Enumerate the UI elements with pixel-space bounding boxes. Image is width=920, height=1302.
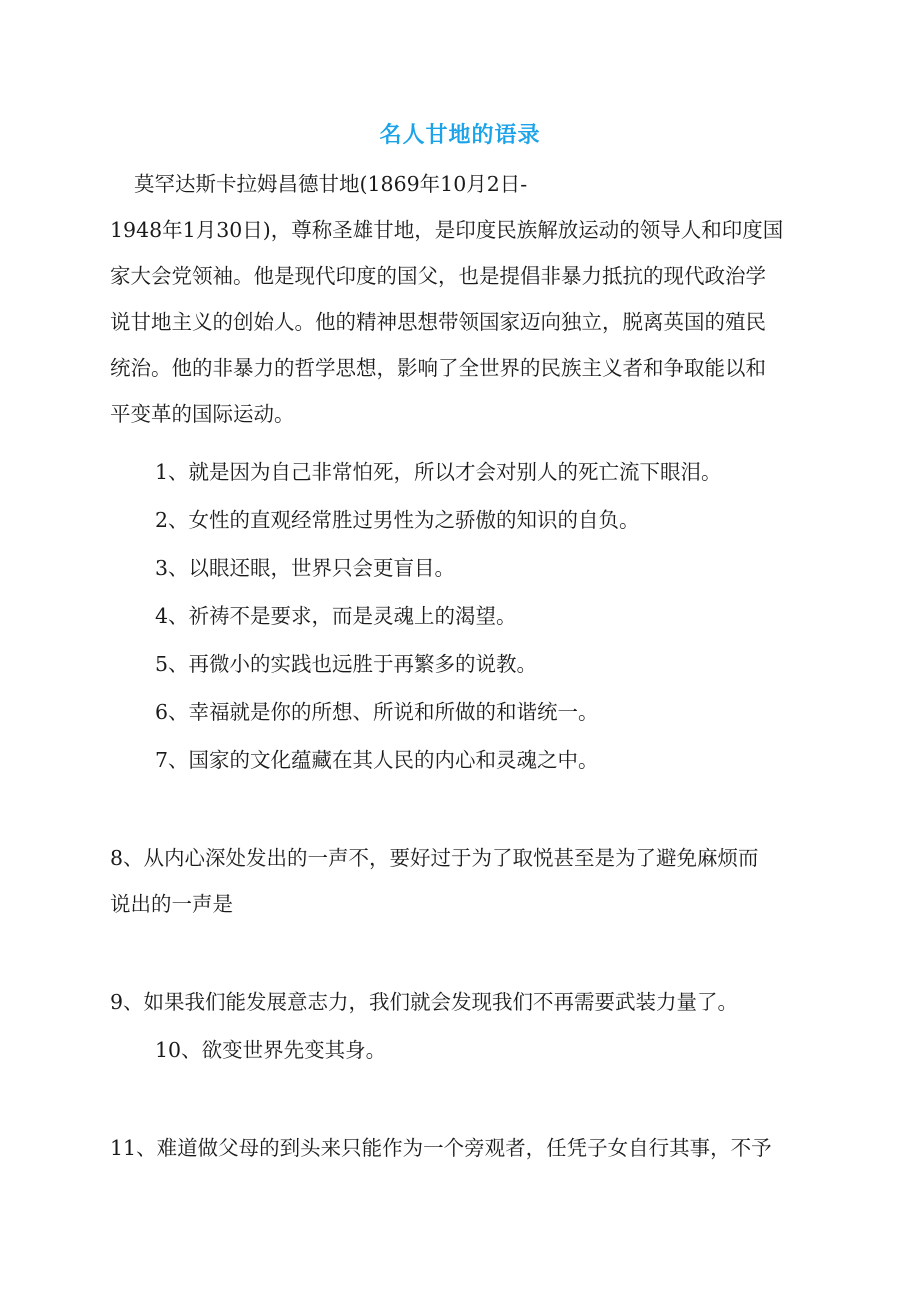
intro-line: 说甘地主义的创始人。他的精神思想带领国家迈向独立，脱离英国的殖民: [110, 310, 766, 334]
quote-item-9: 9、如果我们能发展意志力，我们就会发现我们不再需要武装力量了。: [110, 990, 739, 1014]
intro-line: 1948年1月30日)，尊称圣雄甘地，是印度民族解放运动的领导人和印度国: [110, 218, 784, 242]
quote-item: 1、就是因为自己非常怕死，所以才会对别人的死亡流下眼泪。: [155, 460, 722, 484]
quote-item-8-line: 8、从内心深处发出的一声不，要好过于为了取悦甚至是为了避免麻烦而: [110, 846, 759, 870]
document-title: 名人甘地的语录: [379, 123, 541, 148]
intro-line: 家大会党领袖。他是现代印度的国父，也是提倡非暴力抵抗的现代政治学: [110, 264, 766, 288]
quote-item-11: 11、难道做父母的到头来只能作为一个旁观者，任凭子女自行其事，不予: [110, 1136, 772, 1160]
quote-item: 5、再微小的实践也远胜于再繁多的说教。: [155, 652, 538, 676]
quote-item-10: 10、欲变世界先变其身。: [155, 1038, 387, 1062]
quote-item: 7、国家的文化蕴藏在其人民的内心和灵魂之中。: [155, 748, 599, 772]
quote-item: 6、幸福就是你的所想、所说和所做的和谐统一。: [155, 700, 599, 724]
quote-item: 2、女性的直观经常胜过男性为之骄傲的知识的自负。: [155, 508, 640, 532]
intro-line: 统治。他的非暴力的哲学思想，影响了全世界的民族主义者和争取能以和: [110, 356, 766, 380]
quote-item: 3、以眼还眼，世界只会更盲目。: [155, 556, 456, 580]
intro-line: 莫罕达斯卡拉姆昌德甘地(1869年10月2日-: [134, 172, 528, 196]
quote-item-8-line: 说出的一声是: [110, 892, 233, 916]
intro-line: 平变革的国际运动。: [110, 402, 295, 426]
quote-item: 4、祈祷不是要求，而是灵魂上的渴望。: [155, 604, 517, 628]
